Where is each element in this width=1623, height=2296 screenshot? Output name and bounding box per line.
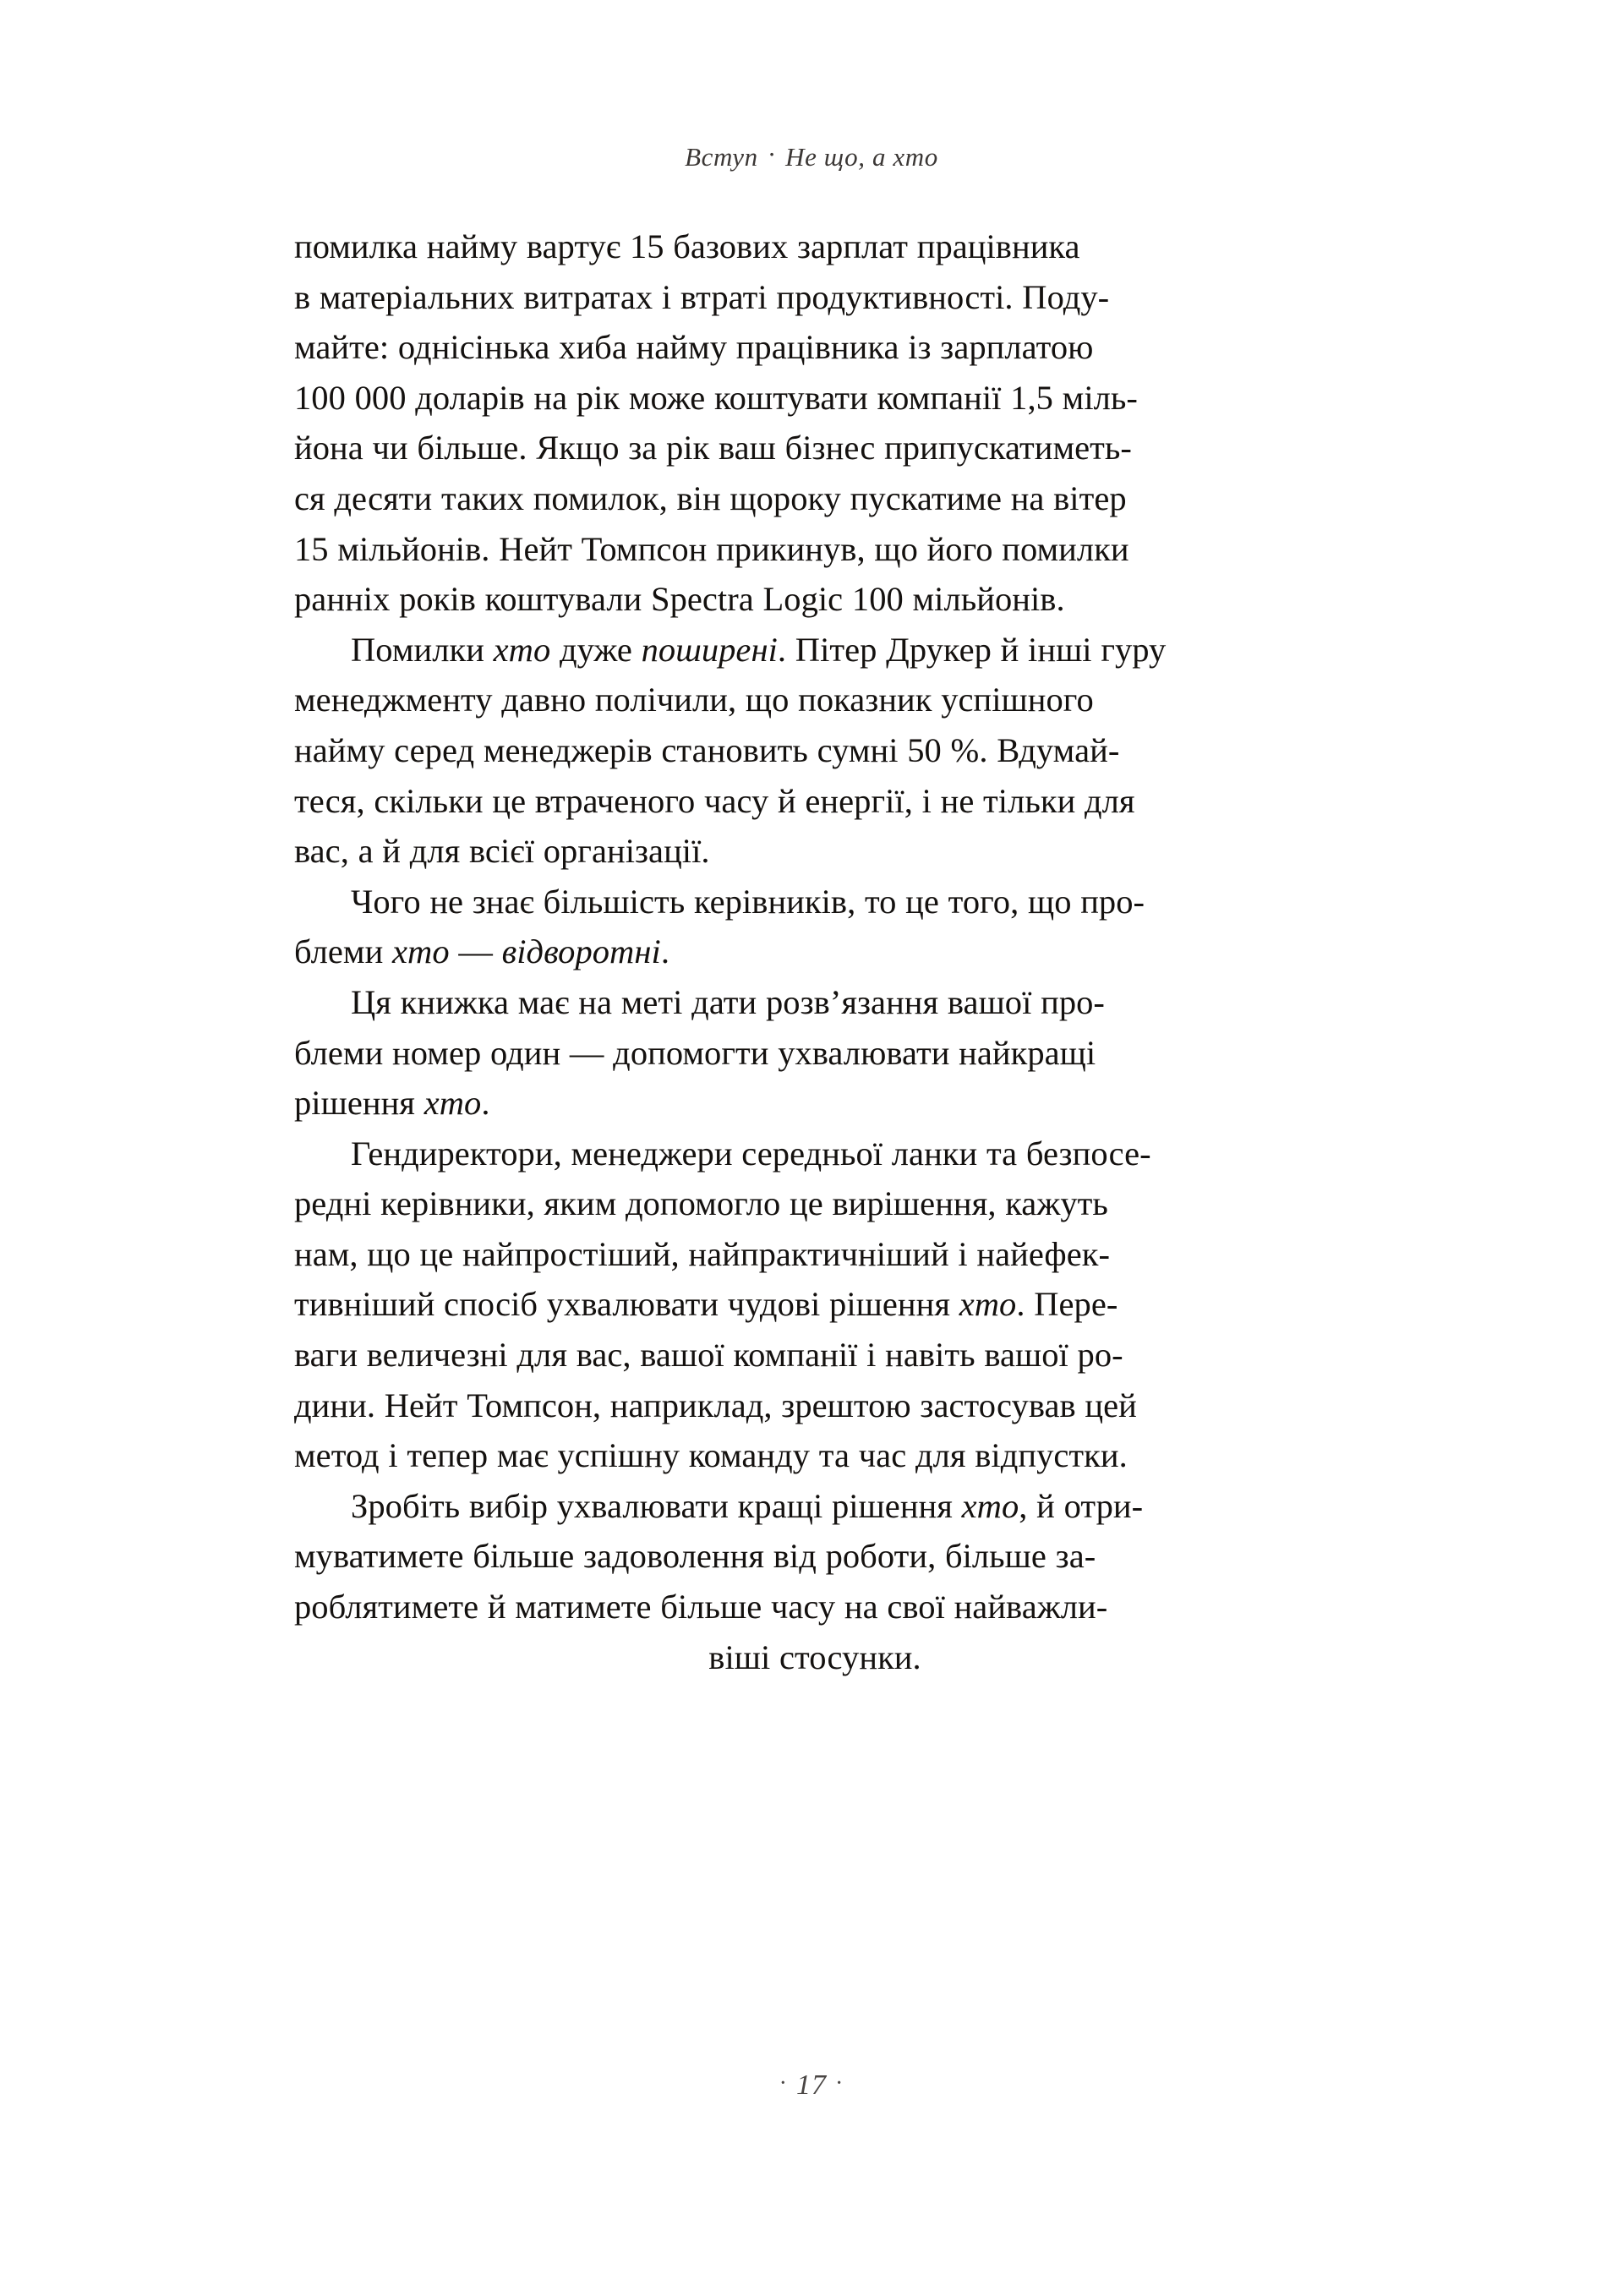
body-paragraph (294, 221, 1336, 625)
body-paragraph (294, 625, 1336, 877)
text-line: ваги величезні для вас, вашої компанії і навіть вашої ро- (294, 1336, 1123, 1375)
text-line: менеджменту давно полічили, що показник успішного (294, 681, 1094, 719)
text-line: помилка найму вартує 15 базових зарплат працівника (294, 227, 1080, 265)
emphasis-word: поширені (641, 630, 778, 669)
running-head (0, 139, 1623, 172)
text-line: рішення хто. (294, 1084, 490, 1123)
text-line: муватимете більше задоволення від роботи, більше за- (294, 1537, 1096, 1576)
text-line: йона чи більше. Якщо за рік ваш бізнес припускатиметь- (294, 429, 1132, 467)
folio-left-ornament: · (779, 2070, 788, 2096)
text-line: майте: однісінька хиба найму працівника із зарплатою (294, 328, 1094, 367)
folio-right-ornament: · (835, 2070, 844, 2096)
running-head-chapter-title: Не що, а хто (785, 142, 938, 172)
body-paragraph (294, 1481, 1336, 1682)
text-line: тивніший спосіб ухвалювати чудові рішення хто. Пере- (294, 1285, 1118, 1324)
text-line: редні керівники, яким допомогло це вирішення, кажуть (294, 1184, 1108, 1223)
emphasis-word: хто (424, 1084, 482, 1123)
body-paragraph (294, 1129, 1336, 1481)
running-head-section: Вступ (685, 142, 758, 172)
text-line: Ця книжка має на меті дати розв’язання вашої про- (351, 982, 1105, 1021)
text-line: 15 мільйонів. Нейт Томпсон прикинув, що його помилки (294, 529, 1129, 568)
text-line: дини. Нейт Томпсон, наприклад, зрештою застосував цей (294, 1386, 1137, 1424)
text-line: 100 000 доларів на рік може коштувати компанії 1,5 міль- (294, 378, 1138, 417)
text-line: метод і тепер має успішну команду та час для відпустки. (294, 1436, 1128, 1475)
emphasis-word: хто (392, 932, 450, 971)
body-paragraph (294, 877, 1336, 977)
text-line: ся десяти таких помилок, він щороку пускатиме на вітер (294, 478, 1127, 517)
text-line: Гендиректори, менеджери середньої ланки та безпосе- (351, 1134, 1151, 1173)
text-line: блеми хто — відворотні. (294, 932, 669, 971)
text-line: в матеріальних витратах і втраті продуктивності. Поду- (294, 277, 1110, 316)
emphasis-word: хто (961, 1486, 1019, 1525)
emphasis-word: відворотні (501, 932, 661, 971)
text-line: Зробіть вибір ухвалювати кращі рішення хто, й отри- (351, 1486, 1144, 1525)
text-line: роблятимете й матимете більше часу на свої найважли- (294, 1588, 1108, 1626)
text-line: вас, а й для всієї організації. (294, 832, 710, 871)
text-line: блеми номер один — допомогти ухвалювати найкращі (294, 1033, 1096, 1072)
running-head-separator: · (768, 139, 776, 169)
body-paragraph (294, 977, 1336, 1129)
text-line: віші стосунки. (708, 1637, 921, 1676)
emphasis-word: хто (493, 630, 551, 669)
body-text-column (294, 221, 1336, 1682)
text-line: нам, що це найпростіший, найпрактичніший і найефек- (294, 1234, 1110, 1273)
folio-page-number: 17 (796, 2069, 827, 2101)
text-line: найму серед менеджерів становить сумні 50 %. Вдумай- (294, 730, 1120, 769)
text-line: Чого не знає більшість керівників, то це того, що про- (351, 882, 1145, 921)
text-line: Помилки хто дуже поширені. Пітер Друкер й інші гуру (351, 630, 1167, 669)
page-folio (0, 2069, 1623, 2102)
text-line: ранніх років коштували Spectra Logic 100 мільйонів. (294, 580, 1065, 619)
text-line: теся, скільки це втраченого часу й енергії, і не тільки для (294, 781, 1135, 820)
emphasis-word: хто (959, 1285, 1017, 1324)
